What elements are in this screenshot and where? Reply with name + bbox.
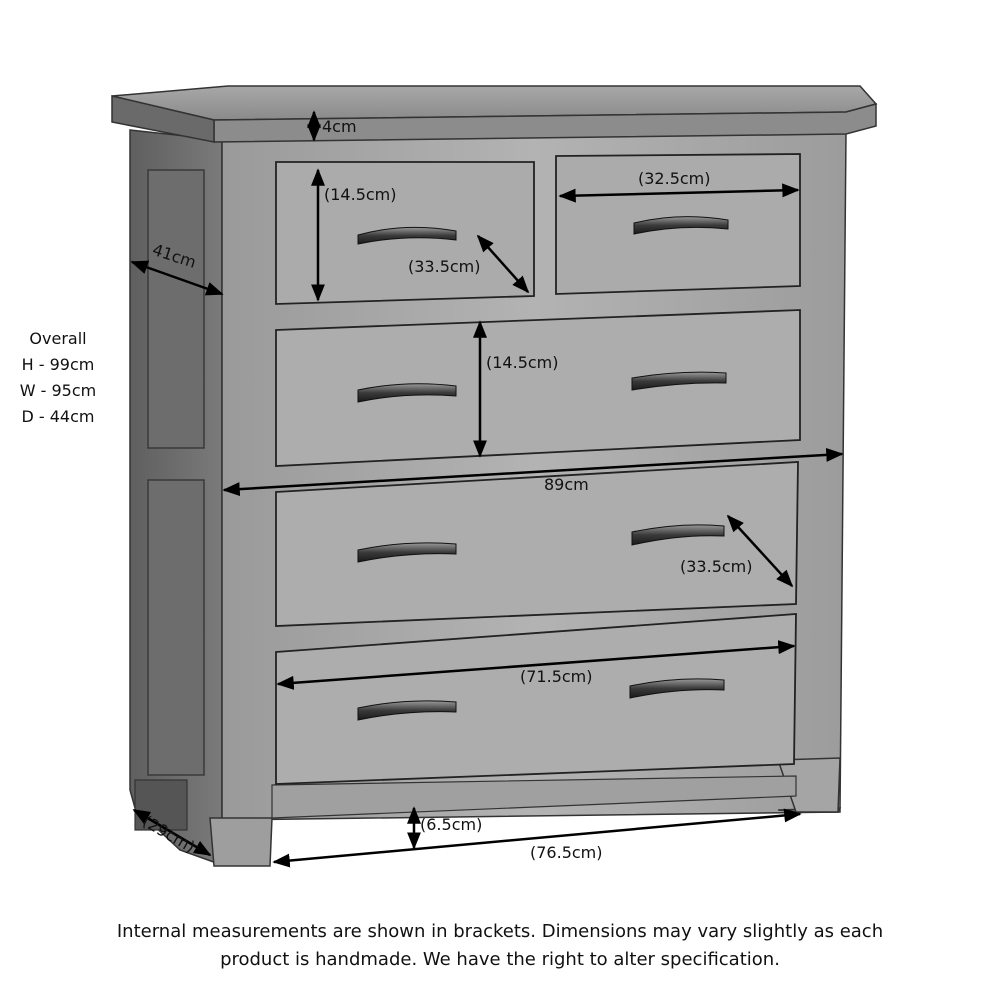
side-panel-inset-lower xyxy=(148,480,204,775)
drawer4-width-label: (71.5cm) xyxy=(520,667,593,686)
overall-heading: Overall xyxy=(29,329,87,348)
base-width-label: (76.5cm) xyxy=(530,843,603,862)
drawer-three xyxy=(276,462,798,626)
drawer-mid-height-label: (14.5cm) xyxy=(486,353,559,372)
base-clearance-label: (6.5cm) xyxy=(420,815,483,834)
front-left-foot xyxy=(210,818,272,866)
overall-dimensions xyxy=(12,326,104,430)
overall-depth: D - 44cm xyxy=(21,407,95,426)
chest-body xyxy=(112,86,876,866)
overall-height: H - 99cm xyxy=(21,355,95,374)
drawer3-depth-label: (33.5cm) xyxy=(680,557,753,576)
drawer-tr-width-label: (32.5cm) xyxy=(638,169,711,188)
foot-depth-label: (29cm) xyxy=(139,811,199,857)
disclaimer xyxy=(60,918,940,974)
side-panel-inset-upper xyxy=(148,170,204,448)
inner-width-label: 89cm xyxy=(544,475,589,494)
disclaimer-line-2: product is handmade. We have the right to alter specification. xyxy=(220,949,780,970)
drawer-two xyxy=(276,310,800,466)
drawer-tl-height-label: (14.5cm) xyxy=(324,185,397,204)
drawer-tl-depth-label: (33.5cm) xyxy=(408,257,481,276)
overall-width: W - 95cm xyxy=(19,381,97,400)
side-depth-label: 41cm xyxy=(150,240,199,272)
top-thickness-label: 4cm xyxy=(322,117,357,136)
disclaimer-line-1: Internal measurements are shown in brackets. Dimensions may vary slightly as each xyxy=(116,921,884,942)
